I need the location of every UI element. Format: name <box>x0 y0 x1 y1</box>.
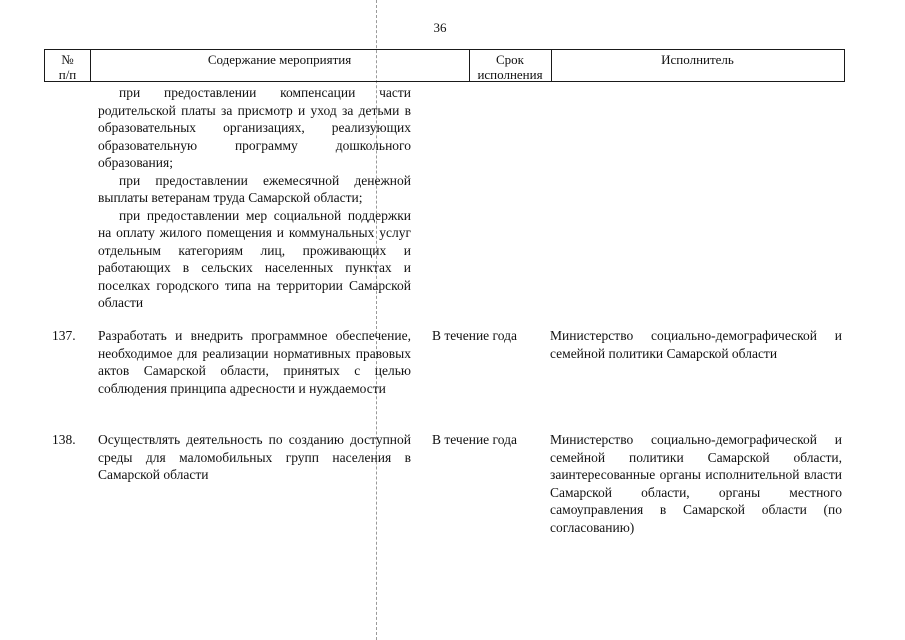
row-number: 137. <box>52 328 76 343</box>
row-number: 138. <box>52 432 76 447</box>
header-col-number: № п/п <box>58 52 77 82</box>
header-col-term: Срок исполнения <box>477 52 543 82</box>
row-executor: Министерство социально-демографической и семейной политики Самарской области, заинтересованные органы исполнительной власти Самарской области, органы местного самоуправления в Самарской области (по согласованию) <box>550 432 842 535</box>
header-col-executor: Исполнитель <box>661 52 734 67</box>
continuation-paragraph: при предоставлении ежемесячной денежной выплаты ветеранам труда Самарской области; <box>98 172 411 205</box>
row-term: В течение года <box>432 432 517 447</box>
row-term: В течение года <box>432 328 517 343</box>
header-col-content: Содержание мероприятия <box>207 52 352 67</box>
continuation-paragraph: при предоставлении мер социальной поддержки на оплату жилого помещения и коммунальных услуг отдельным категориям лиц, проживающих и работающих в сельских населенных пунктах и поселках городского типа на территории Самарской области <box>98 207 411 310</box>
row-content: Разработать и внедрить программное обеспечение, необходимое для реализации нормативных правовых актов Самарской области, принятых с целью соблюдения принципа адресности и нуждаемости <box>98 328 411 396</box>
row-executor: Министерство социально-демографической и семейной политики Самарской области <box>550 328 842 361</box>
continuation-text <box>98 84 411 312</box>
page-number: 36 <box>433 20 447 35</box>
continuation-paragraph: при предоставлении компенсации части родительской платы за присмотр и уход за детьми в образовательных организациях, реализующих образовательную программу дошкольного образования; <box>98 85 411 170</box>
table-header <box>44 49 845 82</box>
row-content: Осуществлять деятельность по созданию доступной среды для маломобильных групп населения в Самарской области <box>98 432 411 482</box>
